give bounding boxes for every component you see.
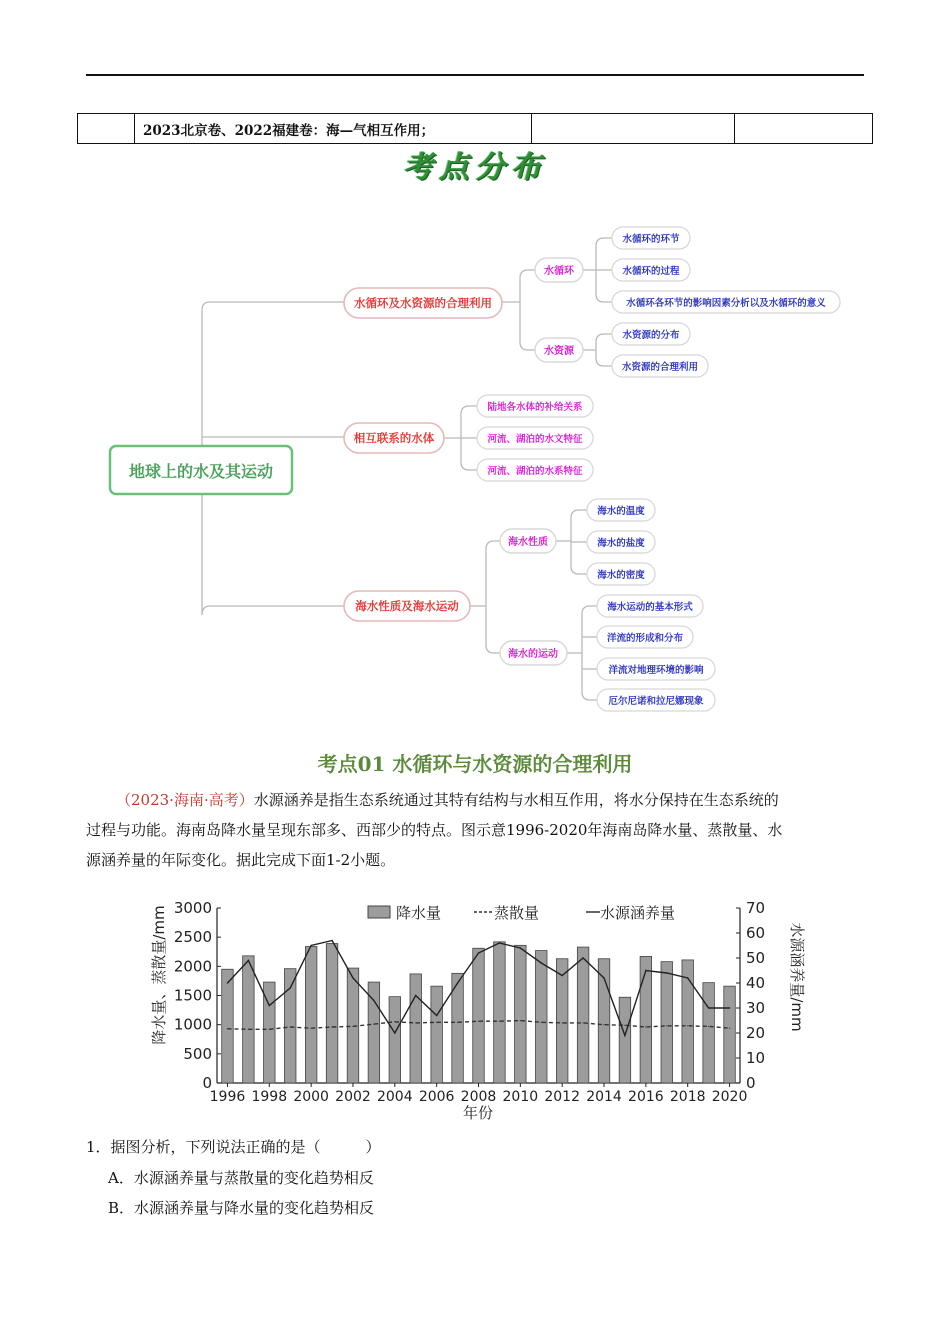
chart-x-tick-label: 2010 xyxy=(502,1089,539,1105)
chart-x-tick-label: 2000 xyxy=(293,1089,329,1105)
chart-bar xyxy=(494,942,506,1083)
mindmap-leaf xyxy=(587,531,655,553)
chart-point-conservation xyxy=(708,1007,709,1008)
chart-point-conservation xyxy=(645,970,646,971)
legend-label-conservation: 水源涵养量 xyxy=(600,904,676,922)
chart-point-evapotranspiration xyxy=(415,1022,416,1023)
mindmap-branch-label: 水循环及水资源的合理利用 xyxy=(354,296,492,310)
chart-point-conservation xyxy=(290,987,291,988)
chart-bar xyxy=(703,983,715,1083)
chart-y2-tick-label: 10 xyxy=(746,1049,766,1067)
mindmap-leaf xyxy=(612,259,690,281)
mindmap-leaf-label: 水循环的环节 xyxy=(622,234,680,245)
legend-label-precipitation: 降水量 xyxy=(396,904,442,922)
chart-bar xyxy=(640,956,652,1083)
chart-point-evapotranspiration xyxy=(373,1023,374,1024)
chart-x-tick-label: 2020 xyxy=(711,1089,748,1105)
chart-point-evapotranspiration xyxy=(478,1021,479,1022)
chart-point-conservation xyxy=(310,945,311,946)
chart-point-conservation xyxy=(415,995,416,996)
mindmap-leaf xyxy=(612,355,708,377)
chart-bar xyxy=(724,986,736,1083)
chart-y2-tick-label: 40 xyxy=(746,974,766,992)
chart-point-conservation xyxy=(582,957,583,958)
chart-x-tick-label: 2002 xyxy=(335,1089,371,1105)
mindmap-sub-water-cycle xyxy=(535,258,583,282)
chart-point-conservation xyxy=(666,972,667,973)
chart-y-tick-label: 500 xyxy=(183,1044,212,1063)
chart-x-tick-label: 2008 xyxy=(460,1089,497,1105)
mindmap-sub-label: 海水的运动 xyxy=(508,649,558,660)
intro-line-2: 过程与功能。海南岛降水量呈现东部多、西部少的特点。图示意1996-2020年海南岛降水量、蒸散量、水 xyxy=(86,821,783,839)
mindmap-leaf-label: 海水运动的基本形式 xyxy=(607,602,693,613)
mindmap-leaf xyxy=(612,323,690,345)
chart-point-conservation xyxy=(248,960,249,961)
legend-label-evapotranspiration: 蒸散量 xyxy=(494,904,540,922)
chart-bar xyxy=(368,982,380,1083)
chart-x-tick-label: 2004 xyxy=(376,1089,413,1105)
mindmap-leaf xyxy=(587,563,655,585)
chart xyxy=(140,888,820,1128)
mindmap-leaf-label: 厄尔尼诺和拉尼娜现象 xyxy=(608,696,704,707)
chart-point-conservation xyxy=(520,947,521,948)
mindmap-root-label: 地球上的水及其运动 xyxy=(128,462,274,481)
chart-bar xyxy=(661,962,673,1083)
chart-bar xyxy=(326,944,338,1083)
chart-y2-tick-label: 30 xyxy=(746,999,766,1017)
chart-bar xyxy=(556,959,568,1083)
chart-y-tick-label: 3000 xyxy=(173,899,212,917)
chart-x-tick-label: 2018 xyxy=(669,1089,706,1105)
chart-point-evapotranspiration xyxy=(290,1026,291,1027)
chart-point-evapotranspiration xyxy=(394,1021,395,1022)
chart-point-evapotranspiration xyxy=(687,1025,688,1026)
chart-x-tick-label: 2014 xyxy=(586,1089,622,1105)
chart-x-tick-label: 2012 xyxy=(544,1089,581,1105)
chart-point-conservation xyxy=(457,982,458,983)
chart-bar xyxy=(431,986,443,1083)
chart-y2-tick-label: 20 xyxy=(746,1024,766,1042)
chart-y2-tick-label: 70 xyxy=(746,899,766,917)
chart-point-evapotranspiration xyxy=(457,1022,458,1023)
mindmap-leaf-label: 洋流的形成和分布 xyxy=(606,633,684,644)
section-title: 考点01 水循环与水资源的合理利用 xyxy=(317,752,633,776)
chart-y2-tick-label: 60 xyxy=(746,924,766,942)
chart-point-evapotranspiration xyxy=(248,1029,249,1030)
chart-x-tick-label: 1996 xyxy=(209,1089,246,1105)
mindmap-root xyxy=(110,446,292,494)
mindmap-leaf-label: 水循环各环节的影响因素分析以及水循环的意义 xyxy=(626,298,826,309)
mindmap-branch-label: 相互联系的水体 xyxy=(353,431,435,445)
chart-y-tick-label: 2500 xyxy=(173,928,212,947)
mindmap-leaf-label: 河流、湖泊的水系特征 xyxy=(487,466,583,477)
chart-point-evapotranspiration xyxy=(729,1028,730,1029)
chart-y-label: 降水量、蒸散量/mm xyxy=(150,905,168,1045)
chart-point-conservation xyxy=(478,952,479,953)
page-title: 考点分布 xyxy=(403,150,547,185)
mindmap-sub-label: 海水性质 xyxy=(508,537,548,548)
mindmap-leaf-label: 水循环的过程 xyxy=(622,266,680,277)
mindmap-leaf-label: 河流、湖泊的水文特征 xyxy=(487,434,583,445)
chart-point-evapotranspiration xyxy=(708,1026,709,1027)
chart-y-tick-label: 1500 xyxy=(173,986,212,1005)
option-a[interactable]: A．水源涵养量与蒸散量的变化趋势相反 xyxy=(108,1169,374,1187)
chart-point-evapotranspiration xyxy=(352,1026,353,1027)
chart-bar xyxy=(410,974,422,1083)
chart-point-evapotranspiration xyxy=(603,1024,604,1025)
mindmap-leaf-label: 海水的温度 xyxy=(597,506,645,517)
chart-y-tick-label: 2000 xyxy=(173,957,212,976)
chart-bar xyxy=(536,951,548,1083)
mindmap-leaf xyxy=(477,427,593,449)
chart-point-conservation xyxy=(269,1005,270,1006)
mindmap-leaf-label: 陆地各水体的补给关系 xyxy=(487,402,583,413)
mindmap-branch-3 xyxy=(344,591,470,621)
chart-point-evapotranspiration xyxy=(269,1029,270,1030)
chart-x-tick-label: 2016 xyxy=(628,1089,664,1105)
intro-source: （2023·海南·高考） xyxy=(116,791,254,809)
chart-point-conservation xyxy=(373,1000,374,1001)
mindmap-leaf xyxy=(587,499,655,521)
question-stem: 1．据图分析，下列说法正确的是（ ） xyxy=(86,1138,381,1156)
mindmap-leaf xyxy=(597,689,715,711)
chart-bar xyxy=(577,947,589,1083)
mindmap-sub-water-resources xyxy=(535,338,583,362)
mindmap-leaf xyxy=(477,395,593,417)
intro-line-3: 源涵养量的年际变化。据此完成下面1-2小题。 xyxy=(86,851,396,869)
chart-y2-tick-label: 50 xyxy=(746,949,766,967)
chart-bar xyxy=(473,948,485,1083)
chart-x-tick-label: 2006 xyxy=(418,1089,455,1105)
chart-point-evapotranspiration xyxy=(436,1022,437,1023)
chart-y-tick-label: 0 xyxy=(202,1074,212,1092)
chart-point-evapotranspiration xyxy=(331,1026,332,1027)
chart-y2-label: 水源涵养量/mm xyxy=(788,922,806,1032)
chart-bar xyxy=(305,947,317,1084)
mindmap-leaf-label: 洋流对地理环境的影响 xyxy=(608,665,704,676)
mindmap-sub-label: 水循环 xyxy=(544,266,574,277)
mindmap-branch-label: 海水性质及海水运动 xyxy=(355,599,459,613)
chart-bar xyxy=(222,969,234,1083)
chart-bar xyxy=(515,945,527,1083)
chart-bar xyxy=(284,969,296,1083)
chart-point-evapotranspiration xyxy=(583,1022,584,1023)
chart-y2-tick-label: 0 xyxy=(746,1074,756,1092)
chart-bar xyxy=(243,956,255,1083)
mindmap-leaf xyxy=(597,658,715,680)
chart-point-conservation xyxy=(729,1007,730,1008)
chart-point-evapotranspiration xyxy=(624,1025,625,1026)
chart-point-conservation xyxy=(227,982,228,983)
mindmap-leaf-label: 海水的盐度 xyxy=(597,538,645,549)
chart-bar xyxy=(389,997,401,1083)
mindmap-sub-label: 水资源 xyxy=(544,346,574,357)
mindmap-branch-1 xyxy=(344,288,502,318)
chart-point-evapotranspiration xyxy=(666,1025,667,1026)
mindmap-branch-2 xyxy=(344,423,444,453)
mindmap-sub-seawater-properties xyxy=(500,529,556,553)
chart-legend xyxy=(368,904,675,922)
mindmap-leaf-label: 海水的密度 xyxy=(597,570,645,581)
chart-point-evapotranspiration xyxy=(645,1026,646,1027)
mindmap-leaf xyxy=(612,291,840,313)
chart-point-conservation xyxy=(624,1035,625,1036)
chart-point-evapotranspiration xyxy=(520,1020,521,1021)
mindmap-leaf-label: 水资源的合理利用 xyxy=(621,362,699,373)
chart-y-tick-label: 1000 xyxy=(173,1015,212,1034)
chart-point-conservation xyxy=(352,977,353,978)
chart-x-label: 年份 xyxy=(462,1104,494,1122)
chart-point-conservation xyxy=(331,940,332,941)
legend-swatch-bar xyxy=(368,906,390,918)
intro-line-1 xyxy=(86,785,856,815)
chart-point-evapotranspiration xyxy=(562,1022,563,1023)
mindmap-leaf xyxy=(597,595,703,617)
chart-point-evapotranspiration xyxy=(499,1021,500,1022)
chart-point-conservation xyxy=(394,1032,395,1033)
chart-point-conservation xyxy=(499,942,500,943)
chart-point-conservation xyxy=(436,1015,437,1016)
chart-point-evapotranspiration xyxy=(541,1022,542,1023)
chart-point-conservation xyxy=(541,962,542,963)
mindmap-leaf xyxy=(612,227,690,249)
chart-point-conservation xyxy=(687,977,688,978)
chart-point-evapotranspiration xyxy=(311,1028,312,1029)
chart-point-evapotranspiration xyxy=(227,1028,228,1029)
chart-x-tick-label: 1998 xyxy=(251,1089,288,1105)
chart-point-conservation xyxy=(603,977,604,978)
mindmap-leaf xyxy=(477,459,593,481)
mindmap-sub-seawater-motion xyxy=(500,641,567,665)
chart-bar xyxy=(619,997,631,1083)
mindmap-leaf-label: 水资源的分布 xyxy=(622,330,680,341)
option-b[interactable]: B．水源涵养量与降水量的变化趋势相反 xyxy=(108,1199,375,1217)
chart-point-conservation xyxy=(561,975,562,976)
header-cell-2: 2023北京卷、2022福建卷：海—气相互作用； xyxy=(135,114,532,144)
mindmap-leaf xyxy=(597,626,693,648)
intro-line-1-text: 水源涵养是指生态系统通过其特有结构与水相互作用，将水分保持在生态系统的 xyxy=(253,791,779,809)
